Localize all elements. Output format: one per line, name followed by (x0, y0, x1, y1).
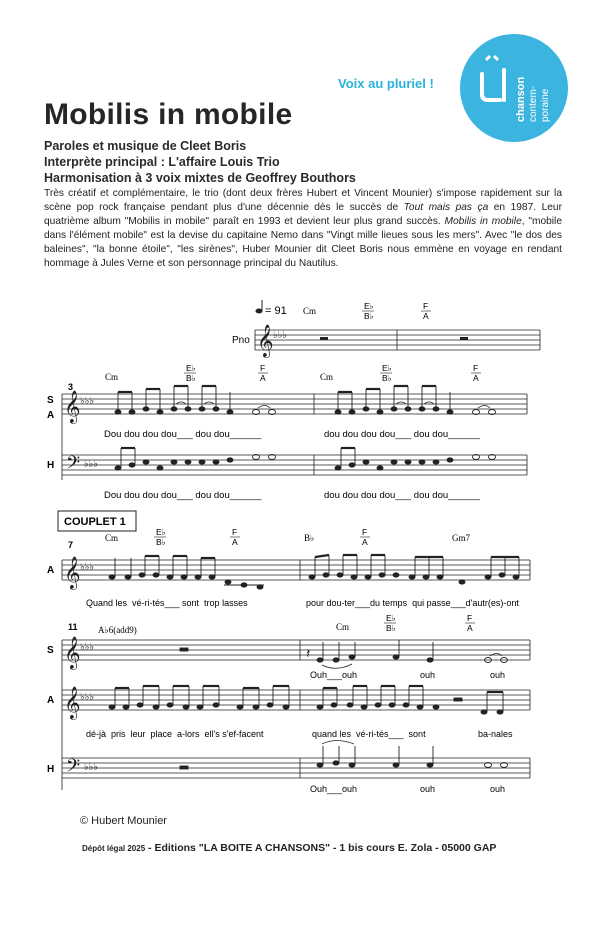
chord-eb-bb-2 (380, 363, 392, 383)
bass-clef-icon: 𝄢 (66, 755, 81, 780)
chord-eb-bb-4 (384, 613, 396, 633)
svg-text:F: F (260, 363, 266, 373)
piano-staff (255, 330, 540, 350)
tempo-marking (256, 300, 287, 317)
lyrics-s-3-3: ouh (490, 670, 506, 680)
credit-performer: Interprète principal : L'affaire Louis Trio (44, 155, 280, 169)
svg-text:B♭: B♭ (382, 373, 392, 383)
chord-f-a-4 (360, 527, 370, 547)
intro-paragraph: Très créatif et complémentaire, le trio (dont deux frères Hubert et Vincent Mounier) s'impose rapidement sur la scène pop rock française pendant plus d'une décennie dès le succès de Tout mais pas ça en 1987. Leur quatrième album "Mobilis in mobile" paraît en 1993 et devient leur plus grand succès. Mobilis in mobile, "mobile dans l'élément mobile" est la devise du capitaine Nemo dans "Vingt mille lieues sous les mers". Avec "le dos des baleines", "la bonne étoile", "les sirènes", Huber Mounier dit Cleet Boris nous emmène en voyage en rendant hommage à Jules Verne et son personnage principal du Nautilus. (44, 188, 562, 269)
ties-sa-1 (176, 402, 490, 408)
svg-text:A: A (260, 373, 266, 383)
lyrics-a-3-2: quand les vé-ri-tés___ sont (312, 729, 426, 739)
chord-cm-intro: Cm (303, 306, 317, 316)
staff-s-3 (62, 640, 530, 790)
logo-word-2: contem- (528, 85, 539, 122)
key-signature-icon: ♭♭♭ (84, 762, 99, 773)
staff-a-2 (62, 560, 530, 580)
series-tag: Voix au pluriel ! (338, 76, 434, 91)
lyrics-dou-1: Dou dou dou dou___ dou dou______ (104, 429, 262, 440)
svg-text:B♭: B♭ (186, 373, 196, 383)
voice-label-h: H (47, 460, 55, 471)
svg-text:A: A (232, 537, 238, 547)
notes-h-3 (180, 746, 508, 769)
motto: Mobilis in mobile (444, 216, 522, 227)
svg-text:A: A (362, 537, 368, 547)
svg-text:E♭: E♭ (382, 363, 392, 373)
notes-s-3 (180, 640, 508, 663)
voice-label-a: A (47, 410, 55, 421)
chord-f-a-1 (258, 363, 268, 383)
key-signature-icon: ♭♭♭ (80, 396, 95, 407)
svg-text:E♭: E♭ (156, 527, 166, 537)
lyrics-dou-2: dou dou dou dou___ dou dou______ (324, 429, 480, 440)
staff-h-3 (62, 758, 530, 778)
chord-gm7: Gm7 (452, 533, 470, 543)
chord-f-a-5 (465, 613, 475, 633)
logo-word-1: chanson (515, 76, 527, 122)
voice-label-s: S (47, 395, 54, 406)
svg-text:E♭: E♭ (386, 613, 396, 623)
svg-text:F: F (467, 613, 473, 623)
treble-clef-icon: 𝄞 (64, 688, 81, 719)
key-signature-icon: ♭♭♭ (80, 562, 95, 573)
svg-text:A: A (467, 623, 473, 633)
chord-f-a-intro (421, 301, 431, 321)
lyrics-dou-h-2: dou dou dou dou___ dou dou______ (324, 490, 480, 501)
credit-harmonisation: Harmonisation à 3 voix mixtes de Geoffrey Bouthors (44, 171, 356, 185)
svg-text:= 91: = 91 (265, 305, 287, 317)
key-signature-icon: ♭♭♭ (80, 692, 95, 703)
voice-label-a-2: A (47, 565, 55, 576)
section-label-couplet-1: COUPLET 1 (64, 516, 126, 528)
svg-text:F: F (473, 363, 479, 373)
credit-lyrics-music: Paroles et musique de Cleet Boris (44, 139, 247, 153)
treble-clef-icon: 𝄞 (64, 392, 81, 423)
treble-clef-icon: 𝄞 (257, 326, 274, 357)
voice-label-a-3: A (47, 695, 55, 706)
chord-eb-bb-intro (362, 301, 374, 321)
lyrics-couplet-1: Quand les vé-ri-tés___ sont trop lasses (86, 598, 248, 608)
svg-text:B♭: B♭ (156, 537, 166, 547)
voice-label-s-3: S (47, 645, 54, 656)
svg-text:A: A (423, 311, 429, 321)
slur-s-3 (322, 664, 352, 668)
lyrics-a-3-1: dé-jà pris leur place a-lors ell's s'ef-facent (86, 729, 264, 739)
copyright-line: © Hubert Mounier (80, 815, 167, 827)
chord-cm-4: Cm (336, 622, 350, 632)
svg-text:B♭: B♭ (364, 311, 374, 321)
chord-cm-1: Cm (105, 372, 119, 382)
svg-text:F: F (232, 527, 238, 537)
key-signature-icon: ♭♭♭ (80, 642, 95, 653)
lyrics-h-3-2: ouh (420, 784, 436, 794)
chord-ab6add9: A♭6(add9) (98, 625, 137, 635)
key-signature-icon: ♭♭♭ (84, 459, 99, 470)
piano-label: Pno (232, 335, 250, 346)
chord-cm-3: Cm (105, 533, 119, 543)
chord-cm-2: Cm (320, 372, 334, 382)
svg-text:A: A (473, 373, 479, 383)
notes-sa-1 (115, 386, 496, 415)
bass-clef-icon: 𝄢 (66, 452, 81, 477)
legal-deposit-line (82, 842, 496, 854)
treble-clef-icon: 𝄞 (64, 558, 81, 589)
slur-h-3 (322, 741, 354, 745)
key-signature-icon: ♭♭♭ (273, 330, 288, 341)
lyrics-s-3-2: ouh (420, 670, 436, 680)
chord-bb: B♭ (304, 533, 315, 543)
piano-rests (320, 337, 468, 340)
voice-label-h-3: H (47, 764, 55, 775)
notes-h-1 (115, 448, 496, 470)
lyrics-h-3-1: Ouh___ouh (310, 784, 358, 794)
measure-number-7: 7 (68, 540, 74, 550)
lyrics-h-3-3: ouh (490, 784, 506, 794)
svg-text:E♭: E♭ (364, 301, 374, 311)
lyrics-couplet-2: pour dou-ter___du temps qui passe___d'autr(es)-ont (306, 598, 519, 608)
chord-f-a-3 (230, 527, 240, 547)
song-title: Mobilis in mobile (44, 98, 293, 131)
measure-number-3: 3 (68, 382, 74, 392)
lyrics-a-3-3: ba-nales (478, 729, 513, 739)
publisher-address: - Editions "LA BOITE A CHANSONS" - 1 bis cours E. Zola - 05000 GAP (145, 842, 497, 854)
svg-text:𝄽: 𝄽 (306, 645, 311, 661)
chord-eb-bb-1 (184, 363, 196, 383)
chord-f-a-2 (471, 363, 481, 383)
logo-word-3: poraine (540, 88, 551, 122)
treble-clef-icon: 𝄞 (64, 638, 81, 669)
lyrics-s-3-1: Ouh___ouh (310, 670, 358, 680)
svg-text:F: F (423, 301, 429, 311)
album-title: Tout mais pas ça (403, 202, 489, 213)
svg-text:E♭: E♭ (186, 363, 196, 373)
chord-eb-bb-3 (154, 527, 166, 547)
svg-text:F: F (362, 527, 368, 537)
lyrics-dou-h-1: Dou dou dou dou___ dou dou______ (104, 490, 262, 501)
measure-number-11: 11 (68, 622, 78, 632)
svg-text:B♭: B♭ (386, 623, 396, 633)
legal-deposit-year: Dépôt légal 2025 (82, 844, 146, 853)
